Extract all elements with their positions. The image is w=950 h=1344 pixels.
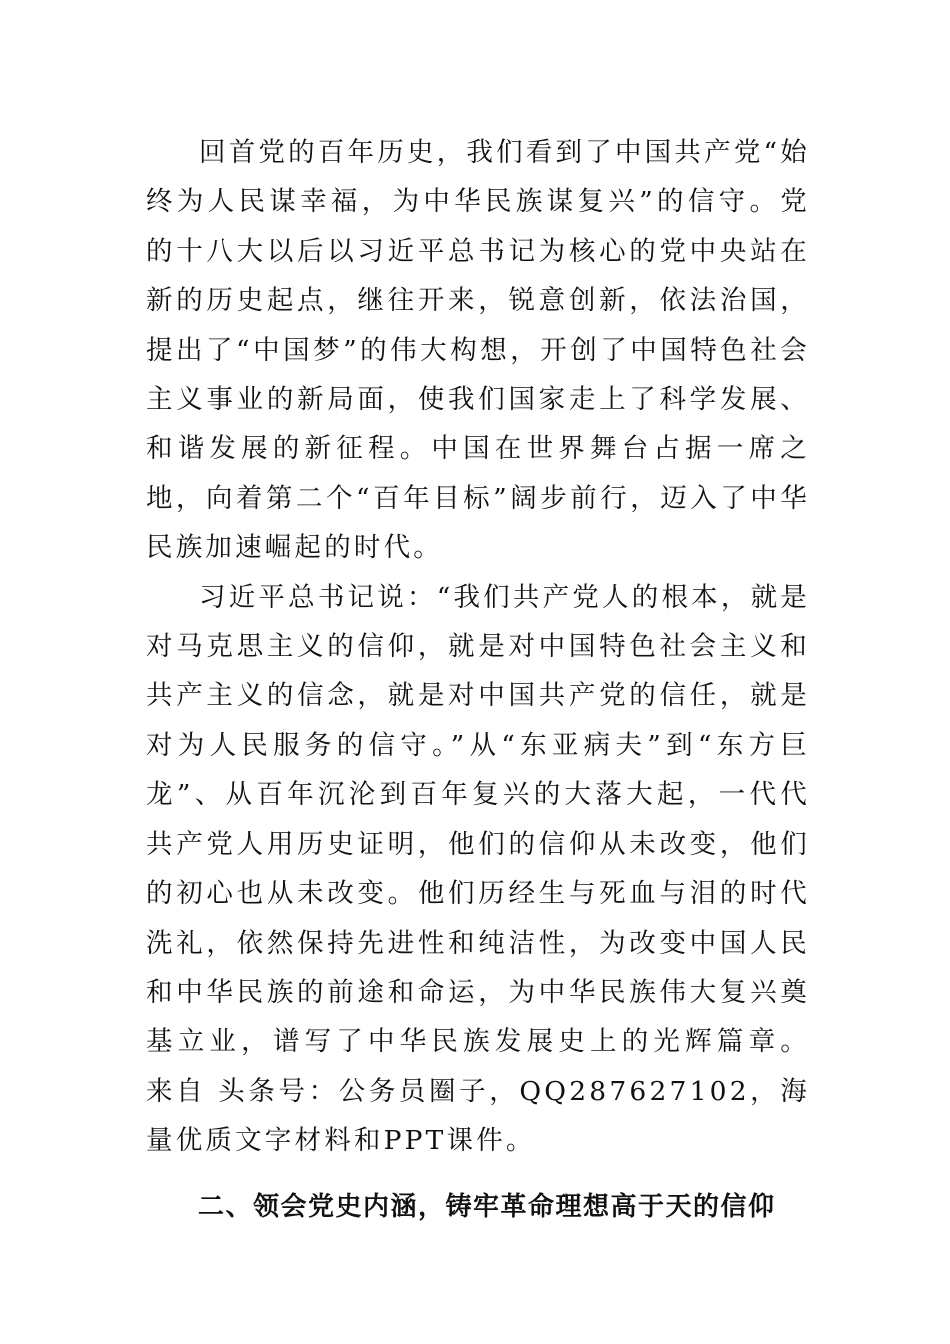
paragraph-faith-quote: 习近平总书记说：“我们共产党人的根本，就是对马克思主义的信仰，就是对中国特色社会主义和共产主义的信念，就是对中国共产党的信任，就是对为人民服务的信守。”从“东亚病夫”到“东方巨龙”、从百年沉沦到百年复兴的大落大起，一代代共产党人用历史证明，他们的信仰从未改变，他们的初心也从未改变。他们历经生与死血与泪的时代洗礼，依然保持先进性和纯洁性，为改变中国人民和中华民族的前途和命运，为中华民族伟大复兴奠基立业，谱写了中华民族发展史上的光辉篇章。 来自 头条号：公务员圈子，QQ287627102，海量优质文字材料和PPT课件。 — [146, 581, 810, 1157]
section-heading: 二、领会党史内涵，铸牢革命理想高于天的信仰 — [198, 1191, 776, 1222]
paragraph-party-history: 回首党的百年历史，我们看到了中国共产党“始终为人民谋幸福，为中华民族谋复兴”的信守。党的十八大以后以习近平总书记为核心的党中央站在新的历史起点，继往开来，锐意创新，依法治国，提出了“中国梦”的伟大构想，开创了中国特色社会主义事业的新局面，使我们国家走上了科学发展、和谐发展的新征程。中国在世界舞台占据一席之地，向着第二个“百年目标”阔步前行，迈入了中华民族加速崛起的时代。 — [146, 137, 810, 564]
document-body — [146, 128, 810, 1232]
